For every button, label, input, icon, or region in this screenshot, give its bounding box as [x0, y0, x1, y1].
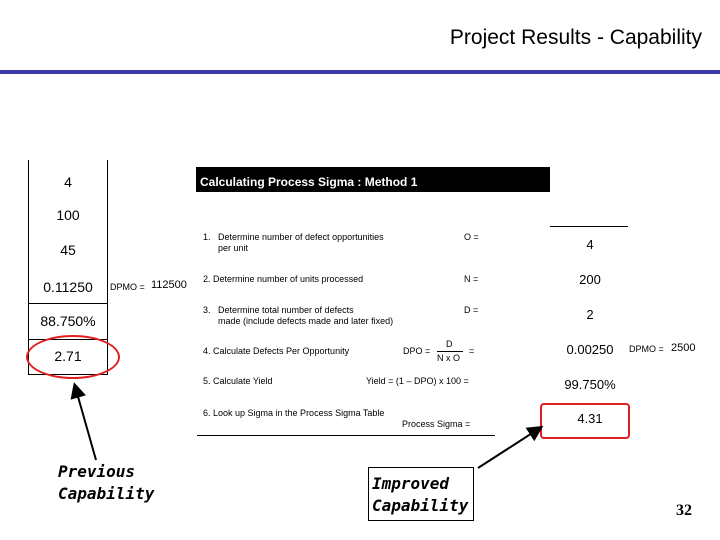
step-1: 1. Determine number of defect opportunities per unit: [203, 232, 384, 253]
yield-formula: Yield = (1 – DPO) x 100 =: [366, 376, 469, 386]
left-value-defects: 45: [60, 242, 76, 258]
left-value-dpo: 0.11250: [43, 279, 93, 295]
improved-arrow: [478, 428, 540, 468]
dpo-formula-trail: =: [469, 346, 475, 356]
step-5: 5. Calculate Yield: [203, 376, 273, 386]
dpo-formula-numerator: D: [446, 339, 453, 349]
previous-arrow: [75, 386, 96, 460]
process-sigma-label: Process Sigma =: [402, 419, 471, 429]
left-value-sigma: 2.71: [54, 348, 82, 364]
page-title: Project Results - Capability: [449, 26, 702, 49]
right-value-yield: 99.750%: [564, 377, 616, 392]
left-dpmo-label: DPMO =: [110, 282, 145, 292]
previous-capability-label: Previous Capability: [58, 462, 155, 503]
right-dpmo-value: 2500: [671, 342, 696, 354]
step-2-symbol: N =: [464, 274, 479, 284]
dpo-formula-denominator: N x O: [437, 353, 461, 363]
left-value-yield: 88.750%: [40, 313, 96, 329]
right-value-units: 200: [579, 272, 601, 287]
step-3-symbol: D =: [464, 305, 479, 315]
left-value-opportunities: 4: [64, 174, 72, 190]
left-dpmo-value: 112500: [151, 279, 187, 291]
dpo-formula-label: DPO =: [403, 346, 431, 356]
step-2: 2. Determine number of units processed: [203, 274, 364, 284]
improved-capability-label: Improved Capability: [372, 474, 469, 515]
calc-header-title: Calculating Process Sigma : Method 1: [200, 175, 418, 189]
step-3: 3. Determine total number of defects made (include defects made and later fixed): [203, 305, 394, 326]
right-dpmo-label: DPMO =: [629, 344, 664, 354]
step-1-symbol: O =: [464, 232, 479, 242]
right-value-opportunities: 4: [586, 237, 594, 252]
left-value-units: 100: [56, 207, 80, 223]
right-value-dpo: 0.00250: [566, 342, 614, 357]
step-4: 4. Calculate Defects Per Opportunity: [203, 346, 350, 356]
right-value-defects: 2: [586, 307, 594, 322]
step-6: 6. Look up Sigma in the Process Sigma Table: [203, 408, 385, 418]
right-value-sigma: 4.31: [577, 411, 603, 426]
page-number: 32: [676, 502, 692, 519]
